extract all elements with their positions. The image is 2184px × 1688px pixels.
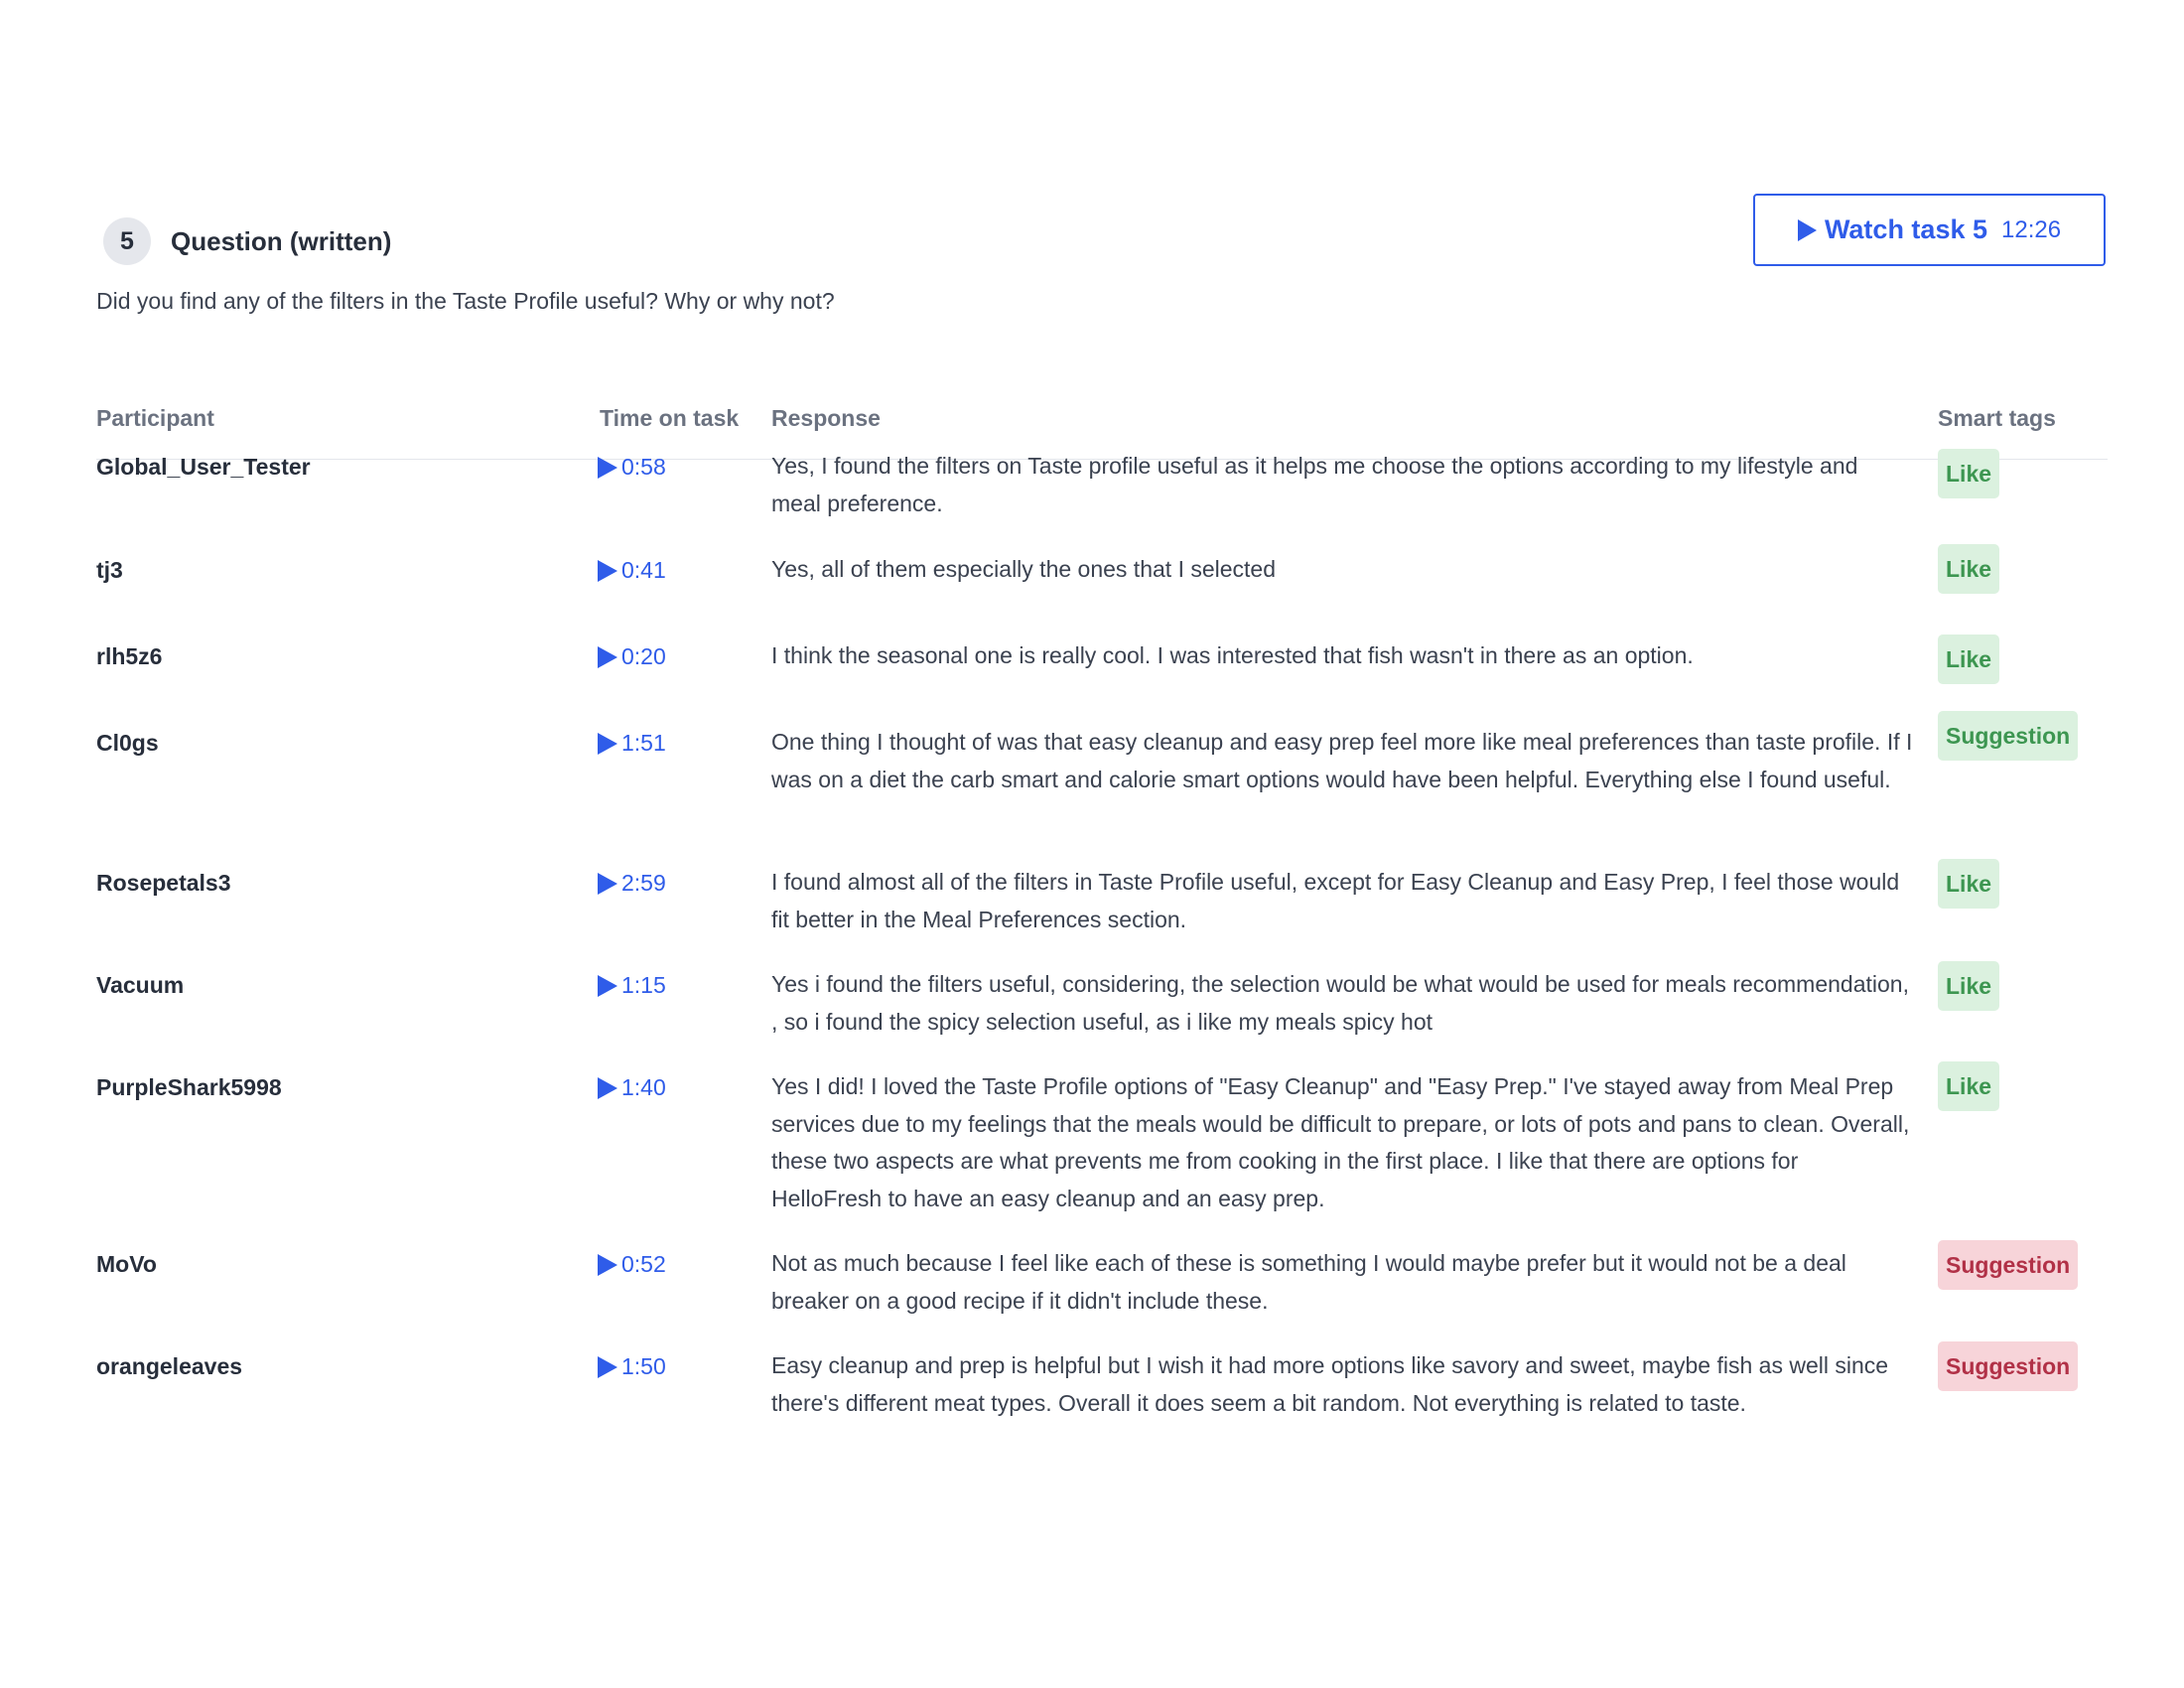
smart-tag[interactable]: Like <box>1938 1061 1999 1111</box>
play-time-link[interactable] <box>598 865 666 902</box>
play-time-link[interactable] <box>598 638 666 675</box>
time-on-task: 1:51 <box>621 730 666 756</box>
play-time-link[interactable] <box>598 1069 666 1106</box>
play-time-link[interactable] <box>598 725 666 762</box>
time-on-task: 0:58 <box>621 454 666 480</box>
time-on-task: 1:40 <box>621 1074 666 1100</box>
play-icon <box>1798 219 1817 241</box>
smart-tag[interactable]: Like <box>1938 634 1999 684</box>
time-on-task: 1:15 <box>621 972 666 998</box>
table-row <box>96 1348 2108 1451</box>
table-row <box>96 1246 2108 1348</box>
table-row <box>96 725 2108 865</box>
play-time-link[interactable] <box>598 1246 666 1283</box>
participant-name: orangeleaves <box>96 1353 243 1379</box>
question-text: Did you find any of the filters in the Taste Profile useful? Why or why not? <box>96 288 835 314</box>
play-time-link[interactable] <box>598 449 666 486</box>
play-time-link[interactable] <box>598 552 666 589</box>
time-on-task: 0:20 <box>621 643 666 669</box>
response-text: Not as much because I feel like each of these is something I would maybe prefer but it would not be a deal breaker on a good recipe if it didn't include these. <box>771 1250 1846 1314</box>
smart-tag[interactable]: Like <box>1938 544 1999 594</box>
response-text: I found almost all of the filters in Taste Profile useful, except for Easy Cleanup and Easy Prep, I feel those would fit better in the Meal Preferences section. <box>771 869 1900 932</box>
smart-tag[interactable]: Suggestion <box>1938 1341 2078 1391</box>
participant-name: Cl0gs <box>96 730 159 756</box>
play-time-link[interactable] <box>598 1348 666 1385</box>
question-type-title: Question (written) <box>171 226 392 256</box>
play-icon <box>598 1254 617 1276</box>
participant-name: Rosepetals3 <box>96 870 231 896</box>
play-icon <box>598 733 617 755</box>
time-on-task: 0:41 <box>621 557 666 583</box>
smart-tag[interactable]: Like <box>1938 961 1999 1011</box>
table-row <box>96 552 2108 638</box>
response-text: Yes, all of them especially the ones that I selected <box>771 556 1277 582</box>
participant-name: PurpleShark5998 <box>96 1074 282 1100</box>
time-on-task: 1:50 <box>621 1353 666 1379</box>
response-text: Yes i found the filters useful, considering, the selection would be what would be used for meals recommendation, , so i found the spicy selection useful, as i like my meals spicy hot <box>771 971 1909 1035</box>
time-on-task: 0:52 <box>621 1251 666 1277</box>
header-time-on-task: Time on task <box>600 405 740 431</box>
smart-tag[interactable]: Suggestion <box>1938 1240 2078 1290</box>
table-row <box>96 967 2108 1069</box>
smart-tag[interactable]: Like <box>1938 859 1999 909</box>
header-participant: Participant <box>96 405 214 431</box>
play-icon <box>598 1356 617 1378</box>
play-icon <box>598 975 617 997</box>
watch-task-button[interactable] <box>1753 194 2106 266</box>
play-icon <box>598 873 617 895</box>
response-text: One thing I thought of was that easy cleanup and easy prep feel more like meal preferences than taste profile. If I was on a diet the carb smart and calorie smart options would have been helpful. Everything else I found useful. <box>771 729 1913 792</box>
table-row <box>96 638 2108 725</box>
header-smart-tags: Smart tags <box>1938 405 2056 431</box>
participant-name: tj3 <box>96 557 123 583</box>
time-on-task: 2:59 <box>621 870 666 896</box>
smart-tag[interactable]: Like <box>1938 449 1999 498</box>
response-text: Easy cleanup and prep is helpful but I wish it had more options like savory and sweet, maybe fish as well since there's different meat types. Overall it does seem a bit random. Not everything is related to taste. <box>771 1352 1889 1416</box>
table-row <box>96 1069 2108 1246</box>
participant-name: rlh5z6 <box>96 643 163 669</box>
response-text: Yes, I found the filters on Taste profile useful as it helps me choose the options according to my lifestyle and meal preference. <box>771 453 1858 516</box>
header-response: Response <box>771 405 881 431</box>
play-icon <box>598 560 617 582</box>
question-panel <box>96 193 2108 1416</box>
play-icon <box>598 646 617 668</box>
question-number-badge: 5 <box>103 217 151 265</box>
smart-tag[interactable]: Suggestion <box>1938 711 2078 761</box>
play-icon <box>598 457 617 479</box>
play-icon <box>598 1077 617 1099</box>
question-header <box>96 193 2108 256</box>
watch-task-duration: 12:26 <box>2001 215 2062 243</box>
play-time-link[interactable] <box>598 967 666 1004</box>
response-text: Yes I did! I loved the Taste Profile options of "Easy Cleanup" and "Easy Prep." I've stayed away from Meal Prep services due to my feelings that the meals would be difficult to prepare, or lots of pots and pans to clean. Overall, these two aspects are what prevents me from cooking in the first place. I like that there are options for HelloFresh to have an easy cleanup and an easy prep. <box>771 1073 1910 1211</box>
table-row <box>96 865 2108 967</box>
participant-name: Global_User_Tester <box>96 454 311 480</box>
response-text: I think the seasonal one is really cool. I was interested that fish wasn't in there as an option. <box>771 642 1694 668</box>
responses-table <box>96 405 2108 1416</box>
participant-name: MoVo <box>96 1251 157 1277</box>
table-row <box>96 449 2108 552</box>
participant-name: Vacuum <box>96 972 185 998</box>
watch-task-label: Watch task 5 <box>1824 214 1987 244</box>
